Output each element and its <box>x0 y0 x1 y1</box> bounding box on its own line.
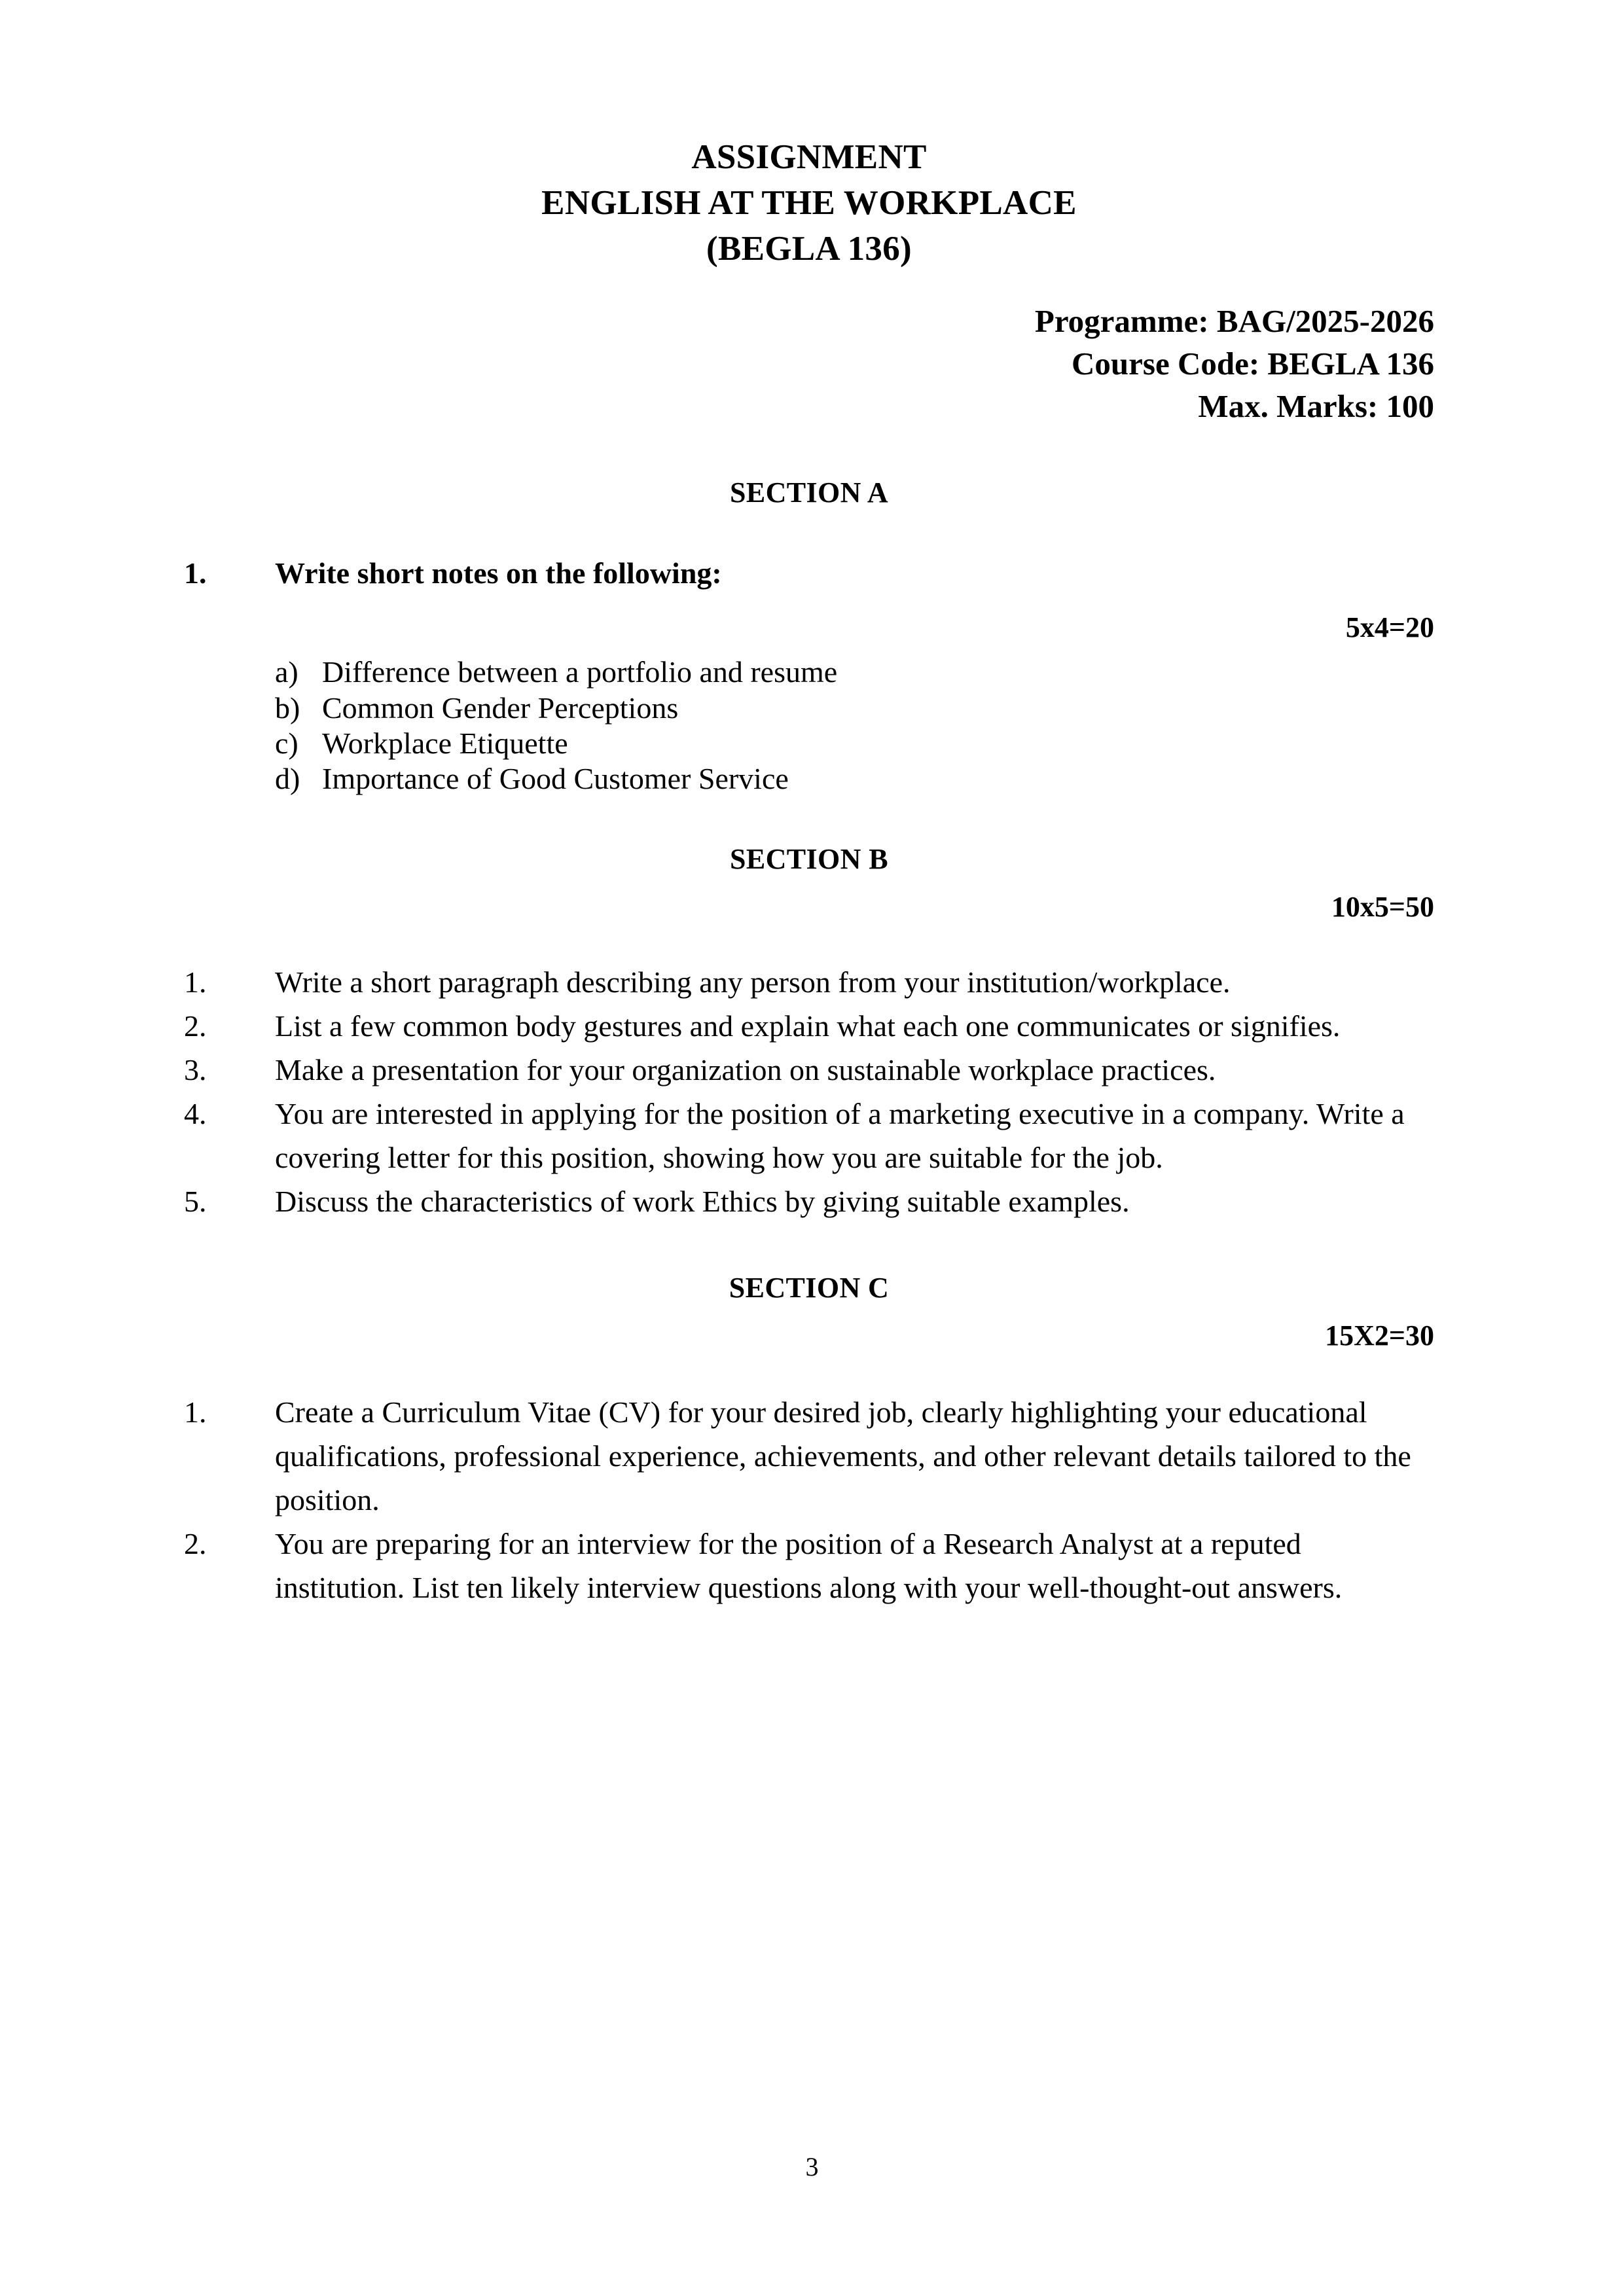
item-text: Discuss the characteristics of work Ethics by giving suitable examples. <box>275 1185 1130 1219</box>
item-text: You are interested in applying for the position of a marketing executive in a company. Write a covering letter for this position, showing how you are suitable for the job. <box>275 1097 1405 1175</box>
list-item <box>184 1004 1434 1048</box>
section-b-marks: 10x5=50 <box>1331 890 1434 923</box>
section-c-marks: 15X2=30 <box>1325 1319 1434 1352</box>
title-line-course-code: (BEGLA 136) <box>706 229 912 268</box>
section-b-list <box>184 960 1434 1224</box>
meta-course-code: Course Code: BEGLA 136 <box>1071 346 1434 382</box>
list-item <box>184 1092 1434 1179</box>
item-text: You are preparing for an interview for the position of a Research Analyst at a reputed institution. List ten likely interview questions along with your well-thought-out answers. <box>275 1527 1343 1605</box>
item-text: Create a Curriculum Vitae (CV) for your desired job, clearly highlighting your educational qualifications, professional experience, achievements, and other relevant details tailored to the position. <box>275 1395 1411 1516</box>
list-item <box>275 761 1434 797</box>
sub-item-text: Difference between a portfolio and resume <box>322 655 838 689</box>
document-title-block <box>184 0 1434 272</box>
page-number: 3 <box>805 2152 819 2181</box>
section-a-question-number: 1. <box>184 556 207 590</box>
sub-item-text: Workplace Etiquette <box>322 726 568 760</box>
section-a-marks: 5x4=20 <box>1345 611 1434 644</box>
item-marker: 2. <box>184 1009 207 1043</box>
section-b-heading: SECTION B <box>729 842 888 875</box>
sub-item-marker: d) <box>275 761 300 795</box>
meta-programme: Programme: BAG/2025-2026 <box>1034 302 1434 339</box>
list-item <box>184 1179 1434 1223</box>
item-text: Write a short paragraph describing any person from your institution/workplace. <box>275 965 1231 999</box>
list-item <box>275 726 1434 761</box>
sub-item-text: Common Gender Perceptions <box>322 691 679 725</box>
item-marker: 4. <box>184 1097 207 1131</box>
section-a-question-1 <box>184 551 1434 595</box>
section-c-list <box>184 1390 1434 1610</box>
title-line-course-name: ENGLISH AT THE WORKPLACE <box>541 183 1077 222</box>
item-marker: 3. <box>184 1052 207 1086</box>
list-item <box>184 960 1434 1004</box>
list-item <box>184 1048 1434 1092</box>
sub-item-text: Importance of Good Customer Service <box>322 761 789 795</box>
section-c-heading: SECTION C <box>729 1271 890 1304</box>
list-item <box>184 1390 1434 1522</box>
section-a-sublist <box>184 655 1434 796</box>
item-text: List a few common body gestures and explain what each one communicates or signifies. <box>275 1009 1341 1043</box>
section-a-heading: SECTION A <box>729 476 888 509</box>
item-text: Make a presentation for your organization on sustainable workplace practices. <box>275 1052 1216 1086</box>
item-marker: 5. <box>184 1185 207 1219</box>
item-marker: 2. <box>184 1527 207 1561</box>
title-line-assignment: ASSIGNMENT <box>691 138 927 176</box>
item-marker: 1. <box>184 965 207 999</box>
list-item <box>275 655 1434 690</box>
sub-item-marker: c) <box>275 726 298 760</box>
document-meta-block <box>184 300 1434 427</box>
list-item <box>275 691 1434 726</box>
list-item <box>184 1522 1434 1609</box>
meta-max-marks: Max. Marks: 100 <box>1198 388 1434 425</box>
section-a-question-text: Write short notes on the following: <box>275 556 722 590</box>
item-marker: 1. <box>184 1395 207 1429</box>
sub-item-marker: b) <box>275 691 300 725</box>
page-content <box>184 0 1434 1609</box>
sub-item-marker: a) <box>275 655 298 689</box>
